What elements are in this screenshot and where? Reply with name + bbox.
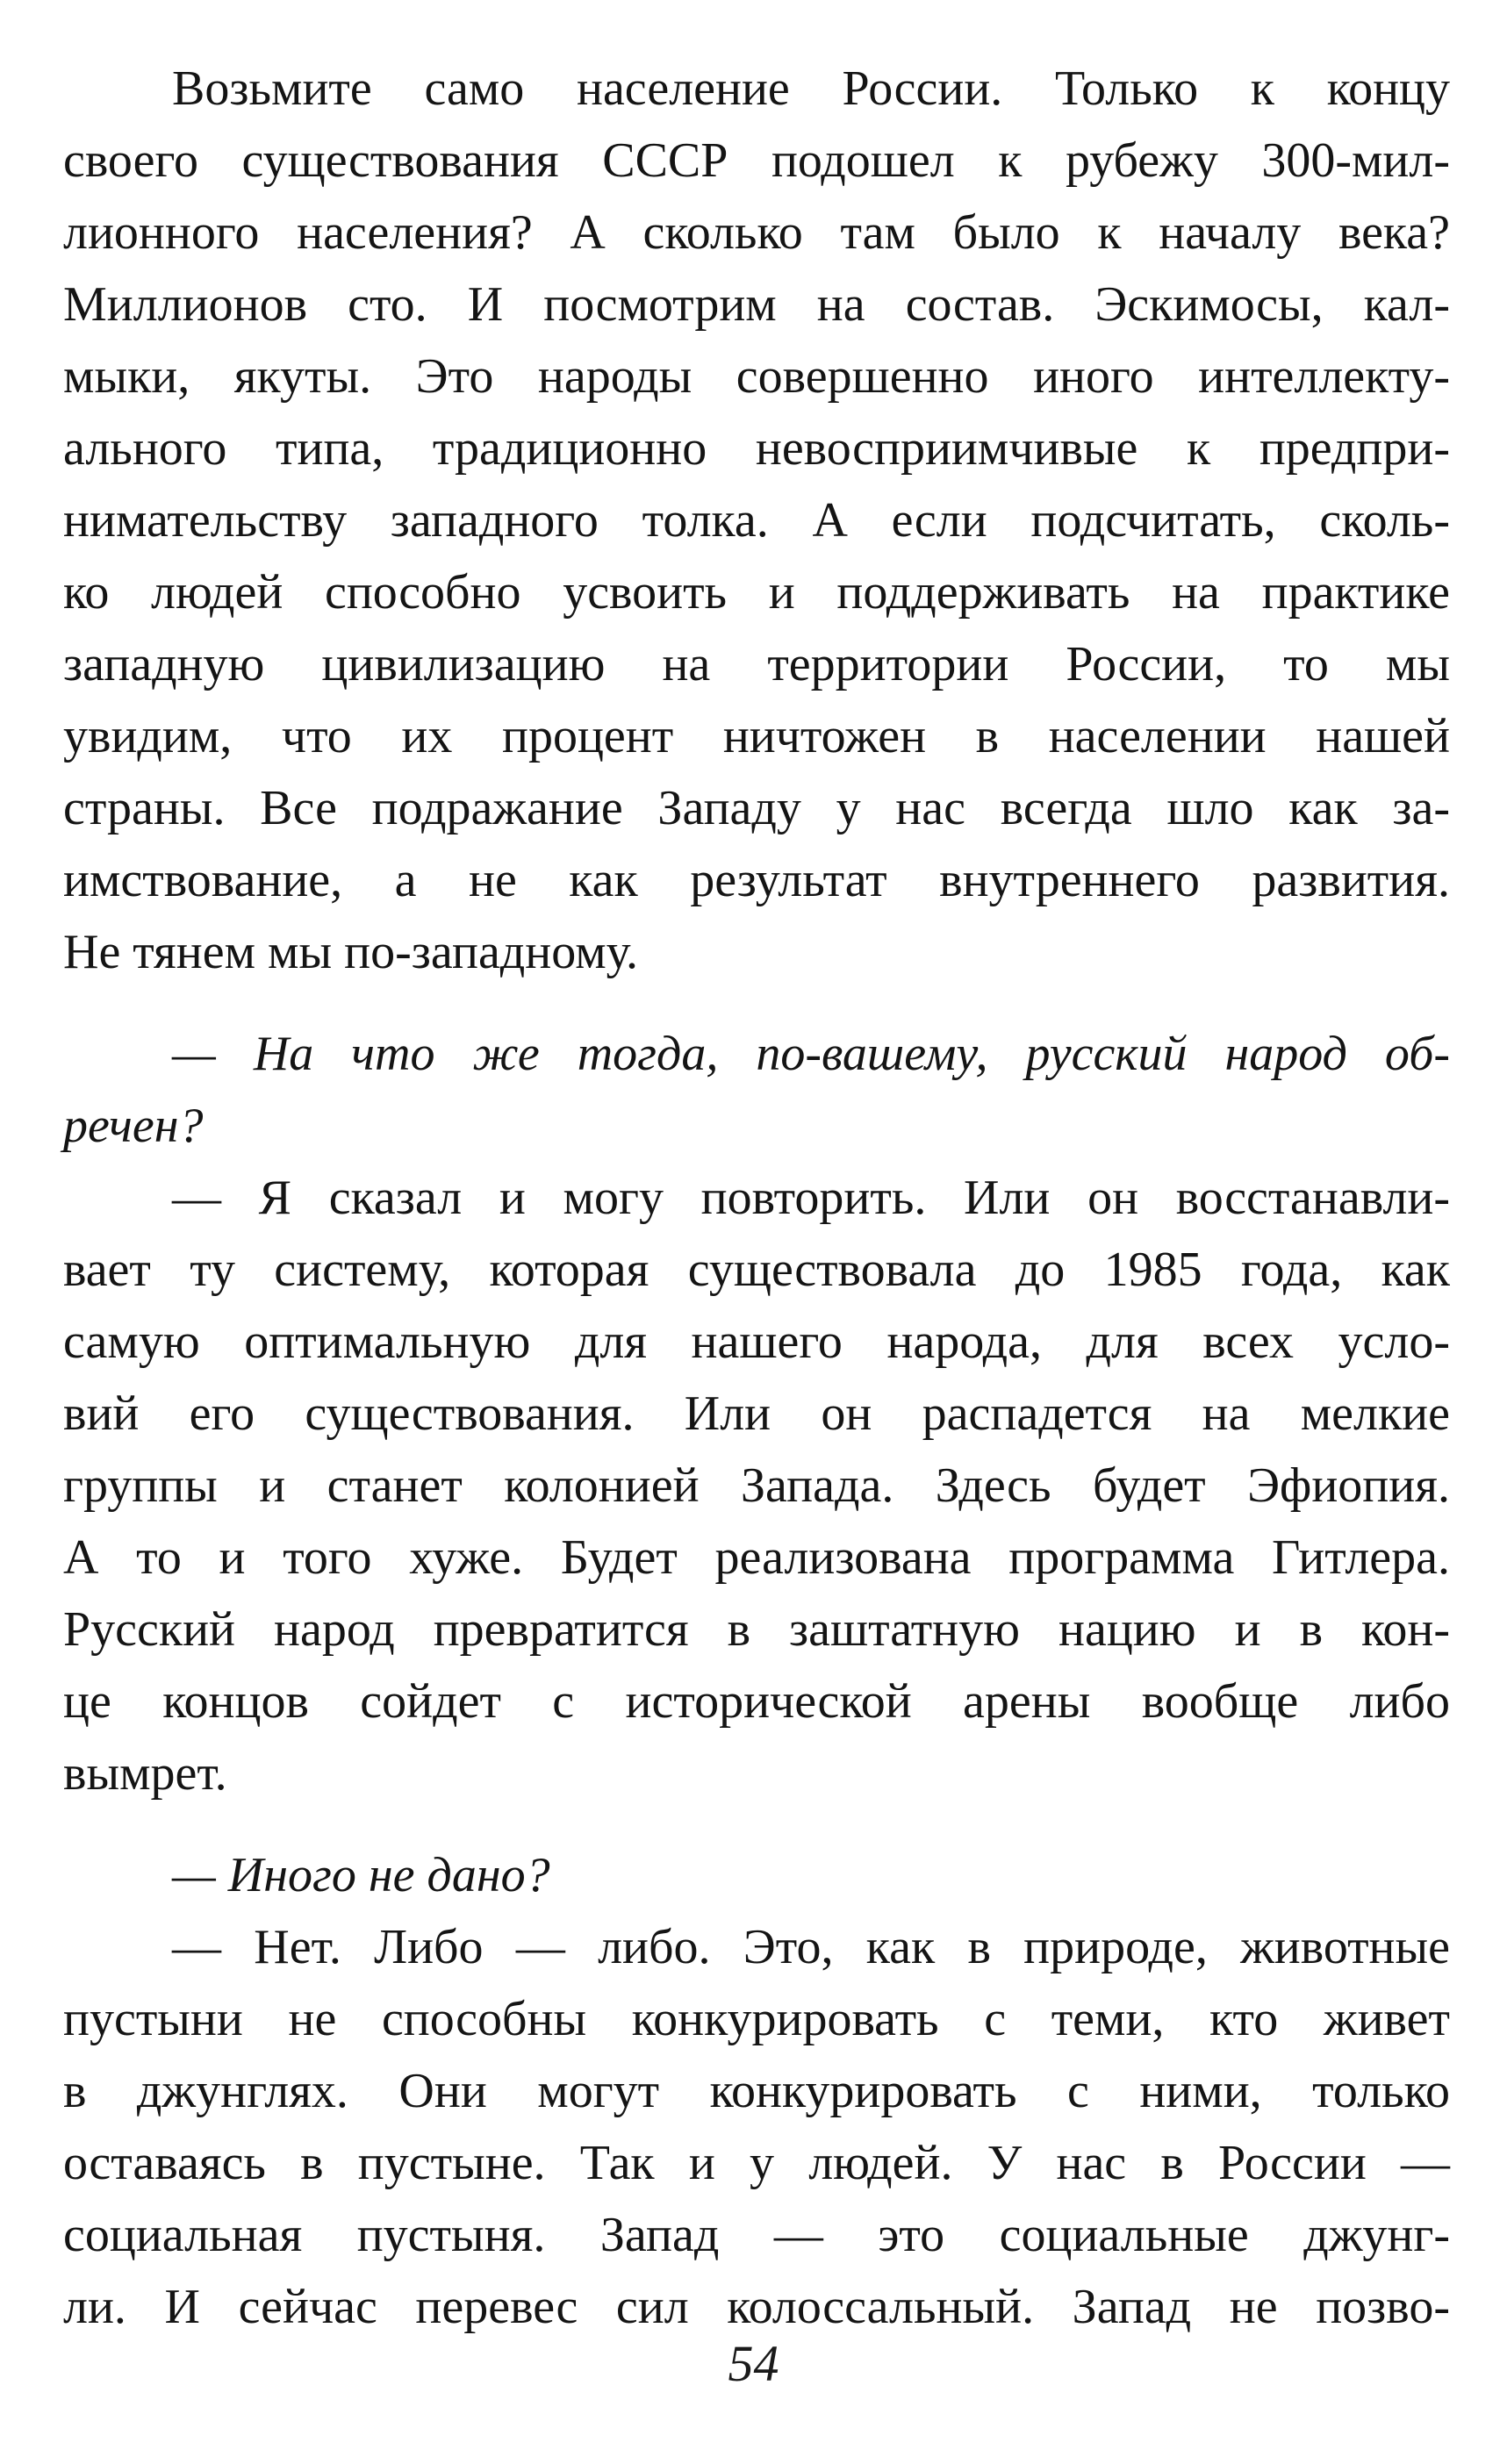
text-line: самую оптимальную для нашего народа, для всех усло-	[63, 1314, 1450, 1369]
text-line: ко людей способно усвоить и поддерживать на практике	[63, 565, 1450, 620]
text-line: вымрет.	[63, 1746, 227, 1801]
text-line: имствование, а не как результат внутреннего развития.	[63, 853, 1450, 907]
text-line: западную цивилизацию на территории России, то мы	[63, 637, 1450, 691]
page-body	[63, 53, 1450, 2422]
text-line: — Я сказал и могу повторить. Или он восстанавли-	[172, 1171, 1450, 1225]
paragraph-gap	[63, 1809, 1450, 1839]
text-line: Русский народ превратится в заштатную нацию и в кон-	[63, 1602, 1450, 1657]
text-line: страны. Все подражание Западу у нас всегда шло как за-	[63, 781, 1450, 835]
page-number: 54	[728, 2335, 779, 2392]
text-line: оставаясь в пустыне. Так и у людей. У нас в России —	[63, 2136, 1450, 2190]
text-line: вает ту систему, которая существовала до 1985 года, как	[63, 1243, 1450, 1297]
text-line: ального типа, традиционно невосприимчивые к предпри-	[63, 421, 1450, 476]
interview-question-2	[63, 1839, 1450, 1911]
text-line: группы и станет колонией Запада. Здесь будет Эфиопия.	[63, 1458, 1450, 1513]
text-line: социальная пустыня. Запад — это социальные джунг-	[63, 2208, 1450, 2262]
paragraph-gap	[63, 988, 1450, 1018]
text-line: нимательству западного толка. А если подсчитать, сколь-	[63, 493, 1450, 548]
text-line: — На что же тогда, по-вашему, русский народ об-	[172, 1027, 1450, 1081]
paragraph-1	[63, 53, 1450, 988]
text-line: — Иного не дано?	[172, 1848, 550, 1902]
text-line: вий его существования. Или он распадется на мелкие	[63, 1386, 1450, 1441]
text-line: Возьмите само население России. Только к концу	[172, 61, 1450, 116]
text-line: пустыни не способны конкурировать с теми, кто живет	[63, 1992, 1450, 2046]
interview-question-1	[63, 1018, 1450, 1162]
text-line: мыки, якуты. Это народы совершенно иного интеллекту-	[63, 349, 1450, 404]
text-line: Не тянем мы по-западному.	[63, 925, 639, 979]
text-line: Миллионов сто. И посмотрим на состав. Эскимосы, кал-	[63, 277, 1450, 332]
interview-answer-1	[63, 1162, 1450, 1809]
text-line: лионного населения? А сколько там было к началу века?	[63, 205, 1450, 260]
text-line: ли. И сейчас перевес сил колоссальный. Запад не позво-	[63, 2280, 1450, 2334]
text-line: своего существования СССР подошел к рубежу 300-мил-	[63, 133, 1450, 188]
text-line: А то и того хуже. Будет реализована программа Гитлера.	[63, 1530, 1450, 1585]
text-line: — Нет. Либо — либо. Это, как в природе, животные	[172, 1920, 1450, 1974]
interview-answer-2	[63, 1911, 1450, 2343]
text-line: увидим, что их процент ничтожен в населении нашей	[63, 709, 1450, 763]
text-line: в джунглях. Они могут конкурировать с ними, только	[63, 2064, 1450, 2118]
text-line: речен?	[63, 1099, 204, 1153]
text-line: це концов сойдет с исторической арены вообще либо	[63, 1674, 1450, 1729]
